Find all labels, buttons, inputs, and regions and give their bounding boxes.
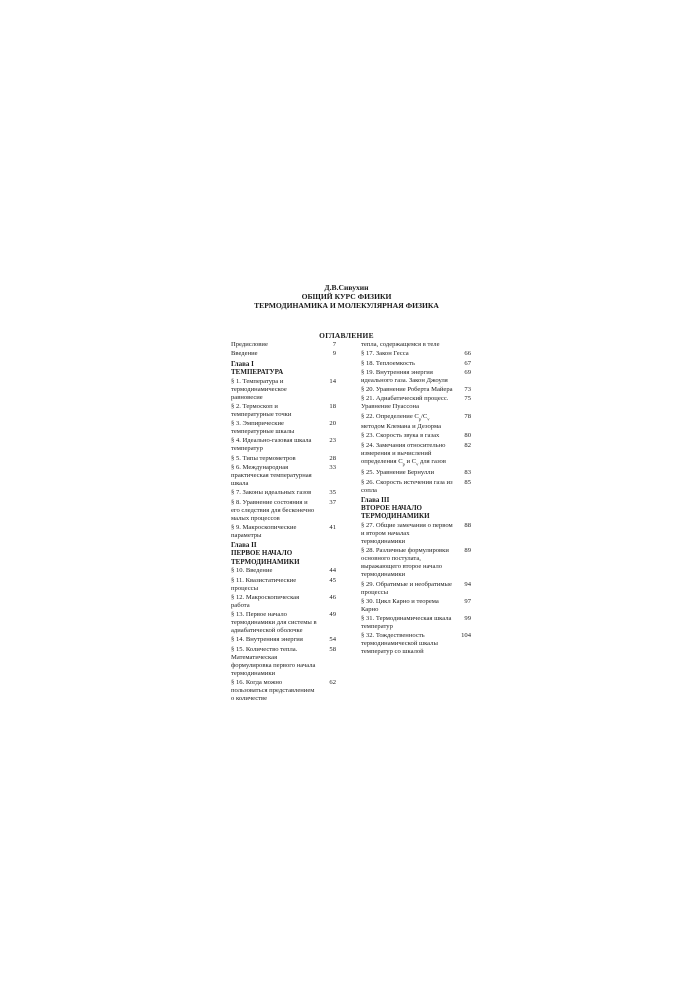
chapter-heading-3	[361, 496, 471, 521]
toc-entry[interactable]	[231, 455, 336, 463]
toc-entry-page: 18	[329, 402, 336, 410]
toc-entry-page: 35	[329, 489, 336, 497]
chapter-heading-2	[231, 541, 336, 566]
toc-entry-page: 99	[464, 615, 471, 623]
toc-entry[interactable]	[231, 489, 336, 497]
toc-entry-title: § 26. Скорость истечения газа из сопла	[361, 478, 453, 494]
toc-entry-page: 75	[464, 395, 471, 403]
toc-title: ОГЛАВЛЕНИЕ	[319, 331, 374, 340]
toc-entry-title: § 7. Законы идеальных газов	[231, 489, 312, 497]
toc-entry[interactable]	[361, 547, 471, 579]
toc-entry[interactable]	[231, 403, 336, 419]
toc-entry-title: § 8. Уравнение состояния и его следствия для бесконечно малых процессов	[231, 498, 315, 522]
toc-entry-title: § 3. Эмпирические температурные шкалы	[231, 420, 295, 436]
toc-entry[interactable]	[361, 350, 471, 358]
chapter-title: ПЕРВОЕ НАЧАЛО ТЕРМОДИНАМИКИ	[231, 549, 300, 566]
toc-entry-page: 88	[464, 522, 471, 529]
toc-entry-title: § 22. Определение $C_p/C_v$ методом Клемана и Дезорма	[361, 412, 441, 431]
toc-entry-title: Предисловие	[231, 341, 268, 348]
toc-entry-page: 14	[329, 377, 336, 385]
toc-entry-title: § 12. Макроскопическая работа	[231, 593, 300, 609]
volume-title: ТЕРМОДИНАМИКА И МОЛЕКУЛЯРНАЯ ФИЗИКА	[254, 301, 439, 310]
chapter-label: Глава I	[231, 359, 254, 368]
toc-entry-page: 44	[329, 567, 336, 575]
toc-entry-title: § 20. Уравнение Роберта Майера	[361, 386, 453, 394]
toc-entry-title: § 24. Замечания относительно измерения и вычислений определения $C_p$ и $C_v$ для газов	[361, 441, 446, 466]
toc-entry-title: § 9. Макроскопические параметры	[231, 523, 297, 539]
toc-entry-page: 46	[329, 593, 336, 601]
toc-entry[interactable]	[361, 369, 471, 385]
toc-entry-title: § 25. Уравнение Бернулли	[361, 469, 435, 477]
toc-entry[interactable]	[361, 598, 471, 614]
toc-entry-page: 37	[329, 498, 336, 506]
toc-entry[interactable]	[361, 432, 471, 440]
toc-entry-page: 33	[329, 463, 336, 471]
toc-entry-page: 7	[332, 341, 336, 348]
toc-entry[interactable]	[361, 413, 471, 431]
toc-entry-continued[interactable]	[361, 341, 471, 349]
toc-entry-title: § 28. Различные формулировки основного постулата, выражающего второе начало термодинамики	[361, 547, 449, 579]
toc-entry-title: § 17. Закон Гесса	[361, 350, 409, 358]
toc-entry-title: § 10. Введение	[231, 567, 273, 575]
toc-entry-title: § 1. Температура и термодинамическое равновесие	[231, 377, 287, 401]
toc-entry-page: 83	[464, 469, 471, 477]
toc-entry[interactable]	[361, 360, 471, 368]
toc-entry-title: § 32. Тождественность термодинамической шкалы температур со шкалой	[361, 632, 438, 656]
chapter-label: Глава II	[231, 541, 257, 550]
toc-entry[interactable]	[361, 479, 471, 495]
toc-entry-page: 94	[464, 580, 471, 588]
toc-entry-title: § 4. Идеально-газовая шкала температур	[231, 437, 312, 453]
toc-entry[interactable]	[361, 469, 471, 477]
toc-entry[interactable]	[231, 420, 336, 436]
toc-entry-page: 28	[329, 454, 336, 462]
toc-right-column	[361, 341, 471, 658]
toc-entry-title: § 16. Когда можно пользоваться представлением о количестве	[231, 679, 315, 703]
toc-entry-page: 97	[464, 597, 471, 605]
toc-entry-page: 78	[464, 412, 471, 420]
toc-entry-page: 45	[329, 576, 336, 584]
toc-entry-page: 20	[329, 420, 336, 428]
author-name: Д.В.Сивухин	[324, 283, 369, 292]
toc-entry-title: § 6. Международная практическая температурная шкала	[231, 463, 312, 487]
toc-entry-title: § 2. Термоскоп и температурные точки	[231, 402, 292, 418]
toc-entry-title: § 18. Теплоемкость	[361, 359, 415, 367]
toc-entry-title: § 30. Цикл Карно и теорема Карно	[361, 597, 439, 613]
chapter-heading-1	[231, 360, 336, 376]
book-header	[0, 283, 693, 310]
toc-entry[interactable]	[231, 567, 336, 575]
toc-entry-title: § 19. Внутренняя энергия идеального газа. Закон Джоуля	[361, 368, 448, 384]
toc-entry[interactable]	[231, 577, 336, 593]
toc-entry[interactable]	[361, 386, 471, 394]
toc-entry[interactable]	[361, 522, 471, 546]
toc-entry-page: 41	[329, 523, 336, 531]
toc-entry-page: 9	[332, 350, 336, 358]
toc-left-column	[231, 341, 336, 704]
toc-entry-page: 85	[464, 478, 471, 486]
toc-entry-page: 58	[329, 645, 336, 653]
toc-entry[interactable]	[231, 378, 336, 402]
toc-entry[interactable]	[231, 646, 336, 678]
toc-entry-title: § 14. Внутренняя энергия	[231, 636, 303, 644]
toc-entry[interactable]	[361, 395, 471, 411]
toc-entry[interactable]	[361, 615, 471, 631]
toc-entry[interactable]	[231, 437, 336, 453]
toc-entry-page: 62	[329, 679, 336, 687]
toc-entry-page: 73	[464, 386, 471, 394]
toc-entry-title: § 11. Квазистатические процессы	[231, 576, 297, 592]
toc-entry-page: 23	[329, 437, 336, 445]
toc-entry-title: § 29. Обратимые и необратимые процессы	[361, 580, 452, 596]
toc-entry-page: 66	[464, 350, 471, 358]
toc-entry[interactable]	[231, 679, 336, 703]
toc-entry-page: 49	[329, 611, 336, 619]
toc-entry[interactable]	[231, 464, 336, 488]
chapter-title: ТЕМПЕРАТУРА	[231, 367, 284, 376]
toc-entry[interactable]	[231, 594, 336, 610]
toc-entry-page: 104	[461, 632, 471, 640]
toc-entry[interactable]	[361, 442, 471, 468]
toc-entry-title: § 27. Общие замечания о первом и втором началах термодинамики	[361, 522, 453, 545]
toc-entry[interactable]	[231, 611, 336, 635]
course-title: ОБЩИЙ КУРС ФИЗИКИ	[301, 292, 392, 301]
toc-entry-title: § 15. Количество тепла. Математическая формулировка первого начала термодинамики	[231, 645, 316, 677]
chapter-title: ВТОРОЕ НАЧАЛО ТЕРМОДИНАМИКИ	[361, 504, 430, 521]
toc-entry-title: Введение	[231, 350, 258, 358]
toc-entry-page: 80	[464, 432, 471, 440]
toc-entry-page: 89	[464, 547, 471, 555]
toc-entry-page: 82	[464, 441, 471, 449]
toc-entry-title: § 21. Адиабатический процесс. Уравнение Пуассона	[361, 395, 449, 411]
toc-entry[interactable]	[361, 581, 471, 597]
toc-entry-title: § 13. Первое начало термодинамики для системы в адиабатической оболочке	[231, 611, 317, 635]
toc-entry-page: 67	[464, 359, 471, 367]
toc-entry[interactable]	[361, 632, 471, 656]
toc-entry-page: 69	[464, 368, 471, 376]
toc-entry[interactable]	[231, 636, 336, 644]
chapter-label: Глава III	[361, 495, 390, 504]
toc-entry[interactable]	[231, 499, 336, 523]
toc-entry[interactable]	[231, 350, 336, 358]
toc-entry-title: § 31. Термодинамическая шкала температур	[361, 615, 452, 631]
toc-entry[interactable]	[231, 524, 336, 540]
toc-entry[interactable]	[231, 341, 336, 349]
toc-entry-title: § 23. Скорость звука в газах	[361, 432, 440, 440]
toc-entry-page: 54	[329, 636, 336, 644]
toc-entry-title: тепла, содержащемся в теле	[361, 341, 440, 348]
toc-entry-title: § 5. Типы термометров	[231, 454, 296, 462]
